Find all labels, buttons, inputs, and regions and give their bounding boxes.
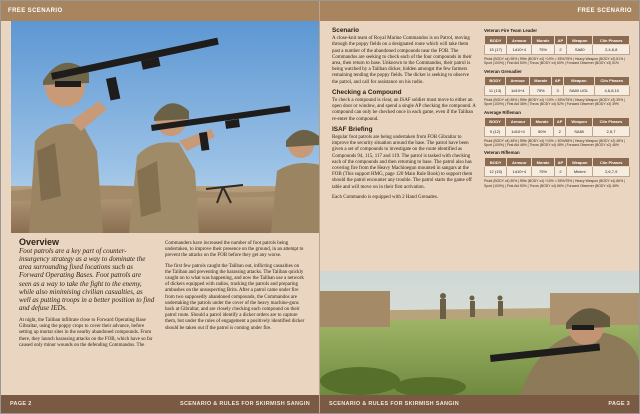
stat-cell: SA80 UGL — [564, 85, 595, 95]
stat-block — [484, 150, 630, 188]
patrol-illustration — [320, 271, 639, 395]
stat-cell: 3 — [552, 85, 564, 95]
stat-cell: 2 — [554, 167, 566, 177]
right-header-bar — [320, 1, 639, 21]
stat-block-title: Veteran Rifleman — [484, 150, 520, 156]
left-header-bar — [1, 1, 319, 21]
overview-col1-paragraph: At night, the Taliban infiltrate close to Forward Operating Base Gibraltar, using the poppy crops to cover their advance, before setting up mortar sites in the nearby abandoned compounds. From there, they launch harassing attacks on the FOB, which have so far caused only minor wounds on the defending Commandos. The — [19, 317, 153, 348]
stat-cell: 1d10+4 — [507, 45, 532, 55]
stat-cell: 12 (15) — [485, 167, 507, 177]
left-footer-title: SCENARIO & RULES FOR SKIRMISH SANGIN — [180, 401, 310, 407]
stat-blocks-column — [484, 25, 630, 191]
left-page — [1, 1, 320, 413]
stat-header-cell: Armour — [505, 117, 530, 126]
soldiers-firing-illustration — [11, 21, 320, 233]
stat-cell: 50% — [531, 126, 554, 136]
scenario-paragraph: A close-knit team of Royal Marine Commandos is on Patrol, moving through the poppy fields on a designated route which will take them past a number of the abandoned compounds near the FOB. The Commandos are seeking to check each of the four compounds in their area, then return to base. Unknown to the Commandos, their patrol is being watched by a Taliban dicker, hidden amongst the few farmers remaining tending the poppy fields. The dicker is seeking to observe the patrol, and call for assistance on his radio. — [332, 36, 472, 85]
checking-compound-text: To check a compound is clear, an ISAF soldier must move to either an open door or window, and spend a single AP checking the compound. A compound can only be checked once in each game, even if the Taliban re-enter the compound. — [332, 98, 476, 122]
scenario-column — [332, 27, 476, 205]
stat-cell: 15 (17) — [485, 45, 507, 55]
right-footer-title: SCENARIO & RULES FOR SKIRMISH SANGIN — [329, 401, 459, 407]
stat-cell: 11 (13) — [485, 85, 506, 95]
right-footer-bar — [320, 395, 639, 413]
stat-header-cell: AP — [554, 36, 566, 45]
stat-cell: 2 — [554, 126, 566, 136]
stat-cell: 75% — [532, 45, 555, 55]
left-page-number: PAGE 2 — [10, 401, 32, 407]
overview-col2-paragraph-1: Commanders have increased the number of foot patrols being undertaken, to improve their presence on the ground, in an attempt to prevent the attacks on the FOB before they get any worse. — [165, 241, 304, 259]
stat-skills-note: Pistol (BODY x4) 55% | Rifle (BODY x4) +10% = 55%/75% | Heavy Weapon (BODY x3) 51% | Sport (100%) | Find Aid 50% | Throw (BODY x4) 60% | Forward Observer (BODY x3) 51% — [484, 57, 625, 66]
stat-block — [484, 69, 630, 107]
book-spread — [1, 1, 639, 413]
grenades-note: Each Commando is equipped with 2 Hand Grenades. — [332, 194, 439, 200]
stat-cell: 9 (12) — [485, 126, 506, 136]
stat-table — [484, 76, 630, 96]
stat-skills-note: Pistol (BODY x4) 55% | Rifle (BODY x4) +10% = 55%/75% | Heavy Weapon (BODY x3) 39% | Sport (100%) | First Aid 36% | Throw (BODY x4) 52% | Forward Observer (BODY x3) 39% — [484, 97, 625, 107]
stat-header-cell: Weapon — [566, 117, 593, 126]
stat-block — [484, 110, 630, 148]
stat-header-cell: Morale — [530, 76, 552, 85]
stat-header-cell: Weapon — [564, 76, 595, 85]
stat-table — [484, 157, 630, 177]
stat-header-cell: AP — [554, 158, 566, 167]
stat-header-cell: Weapon — [567, 36, 593, 45]
stat-block-title: Average Rifleman — [484, 109, 521, 115]
stat-block-title: Veteran Grenadier — [484, 68, 522, 74]
stat-cell: 1d10+4 — [505, 126, 530, 136]
stat-cell: 75% — [532, 167, 555, 177]
isaf-briefing-heading: ISAF Briefing — [332, 125, 373, 133]
stat-header-cell: Clin Phases — [592, 117, 629, 126]
overview-heading: Overview — [19, 237, 60, 247]
stat-header-cell: BODY — [485, 36, 507, 45]
stat-cell: SA80 — [567, 45, 593, 55]
stat-table — [484, 35, 630, 55]
left-header-label: FREE SCENARIO — [8, 8, 63, 14]
overview-column-1 — [19, 239, 155, 353]
stat-header-cell: Armour — [506, 76, 530, 85]
stat-table — [484, 117, 630, 137]
stat-header-cell: BODY — [485, 117, 506, 126]
stat-header-cell: Clin Phases — [594, 76, 629, 85]
overview-column-2 — [165, 241, 305, 336]
stat-cell: 2,4,6,8 — [593, 45, 630, 55]
right-header-label: FREE SCENARIO — [577, 8, 632, 14]
stat-cell: 75% — [530, 85, 552, 95]
overview-col2-paragraph-2: The first few patrols caught the Taliban out, inflicting casualties on the Taliban and preventing the harassing attacks. The Taliban quickly caught on to what was happening, and now the Taliban use a network of dickers equipped with radios, tracking the patrols and preparing ambushes on the unsuspecting Brits. After a patrol came under fire from two supposedly abandoned compounds, the Commandos are undertaking the patrols under the cover of the heavy machine-guns back at Gibraltar, and are closely checking each compound on their patrol route. Should a patrol identify a dicker orders are to capture them, but under the rules of engagement a positively identified dicker should be taken out if the patrol is coming under fire. — [165, 263, 305, 331]
stat-block — [484, 28, 630, 66]
isaf-briefing-text: Regular foot patrols are being undertaken from FOB Gibraltar to improve the security situation around the base. The patrol have been given a set of compounds to investigate on the route identified as Compounds 94, 115, 117 and 119. The patrol is tasked with checking each of the compounds and then returning to base. The patrol also has covering fire from the Heavy Machinegun mounted in sangars at the FOB (This support HMG, page 120 Main Rule Book) to support them should the patrol encounter any trouble. The patrol starts the game off table and will move on in their first activation. — [332, 135, 473, 190]
stat-header-cell: Weapon — [567, 158, 593, 167]
left-footer-bar — [1, 395, 319, 413]
stat-cell: 2,6,7,9 — [593, 167, 630, 177]
stat-cell: 4,6,8,10 — [594, 85, 629, 95]
soldiers-firing-photo — [11, 21, 320, 233]
stat-header-cell: AP — [554, 117, 566, 126]
stat-header-cell: Armour — [507, 36, 532, 45]
stat-header-cell: Clin Phases — [593, 36, 630, 45]
stat-header-cell: AP — [552, 76, 564, 85]
stat-cell: Minimi — [567, 167, 593, 177]
stat-header-cell: Morale — [531, 117, 554, 126]
stat-cell: 1d10+4 — [507, 167, 532, 177]
stat-cell: 2,5,7 — [592, 126, 629, 136]
stat-header-cell: BODY — [485, 76, 506, 85]
stat-cell: 1d10+4 — [506, 85, 530, 95]
right-page-number: PAGE 3 — [608, 401, 630, 407]
scenario-heading: Scenario — [332, 27, 359, 34]
stat-cell: 2 — [554, 45, 566, 55]
stat-skills-note: Pistol (BODY x4) 50% | Rifle (BODY x4) +10% = 55%/75% | Heavy Weapon (BODY x4) 66% | Sport (100%) | First Aid 50% | Throw (BODY x4) 66% | Forward Observer (BODY x3) 45% — [484, 179, 625, 188]
stat-block-title: Veteran Fire Team Leader — [484, 28, 538, 33]
checking-compound-heading: Checking a Compound — [332, 88, 402, 96]
overview-lead: Foot patrols are a key part of counter-insurgency strategy as a way to dominate the area surrounding fixed locations such as Forward Operating Bases. Foot patrols are seen as a way to take the fight to the enemy, while also minimising civilian casualties, as well as putting troops in a better position to find and defuse IEDs. — [19, 247, 155, 312]
stat-skills-note: Pistol (BODY x4) 48% | Rifle (BODY x4) +10% = 50%/58% | Heavy Weapon (BODY x2) 48% | Sport (100%) | First Aid 46% | Throw (BODY x4) 48% | Forward Observer (BODY x2) 46% — [484, 138, 625, 148]
right-page — [320, 1, 639, 413]
stat-header-cell: Armour — [507, 158, 532, 167]
stat-header-cell: BODY — [485, 158, 507, 167]
stat-header-cell: Morale — [532, 158, 555, 167]
stat-header-cell: Morale — [532, 36, 555, 45]
stat-header-cell: Clin Phases — [593, 158, 630, 167]
patrol-photo — [320, 271, 639, 395]
stat-cell: SA80 — [566, 126, 593, 136]
